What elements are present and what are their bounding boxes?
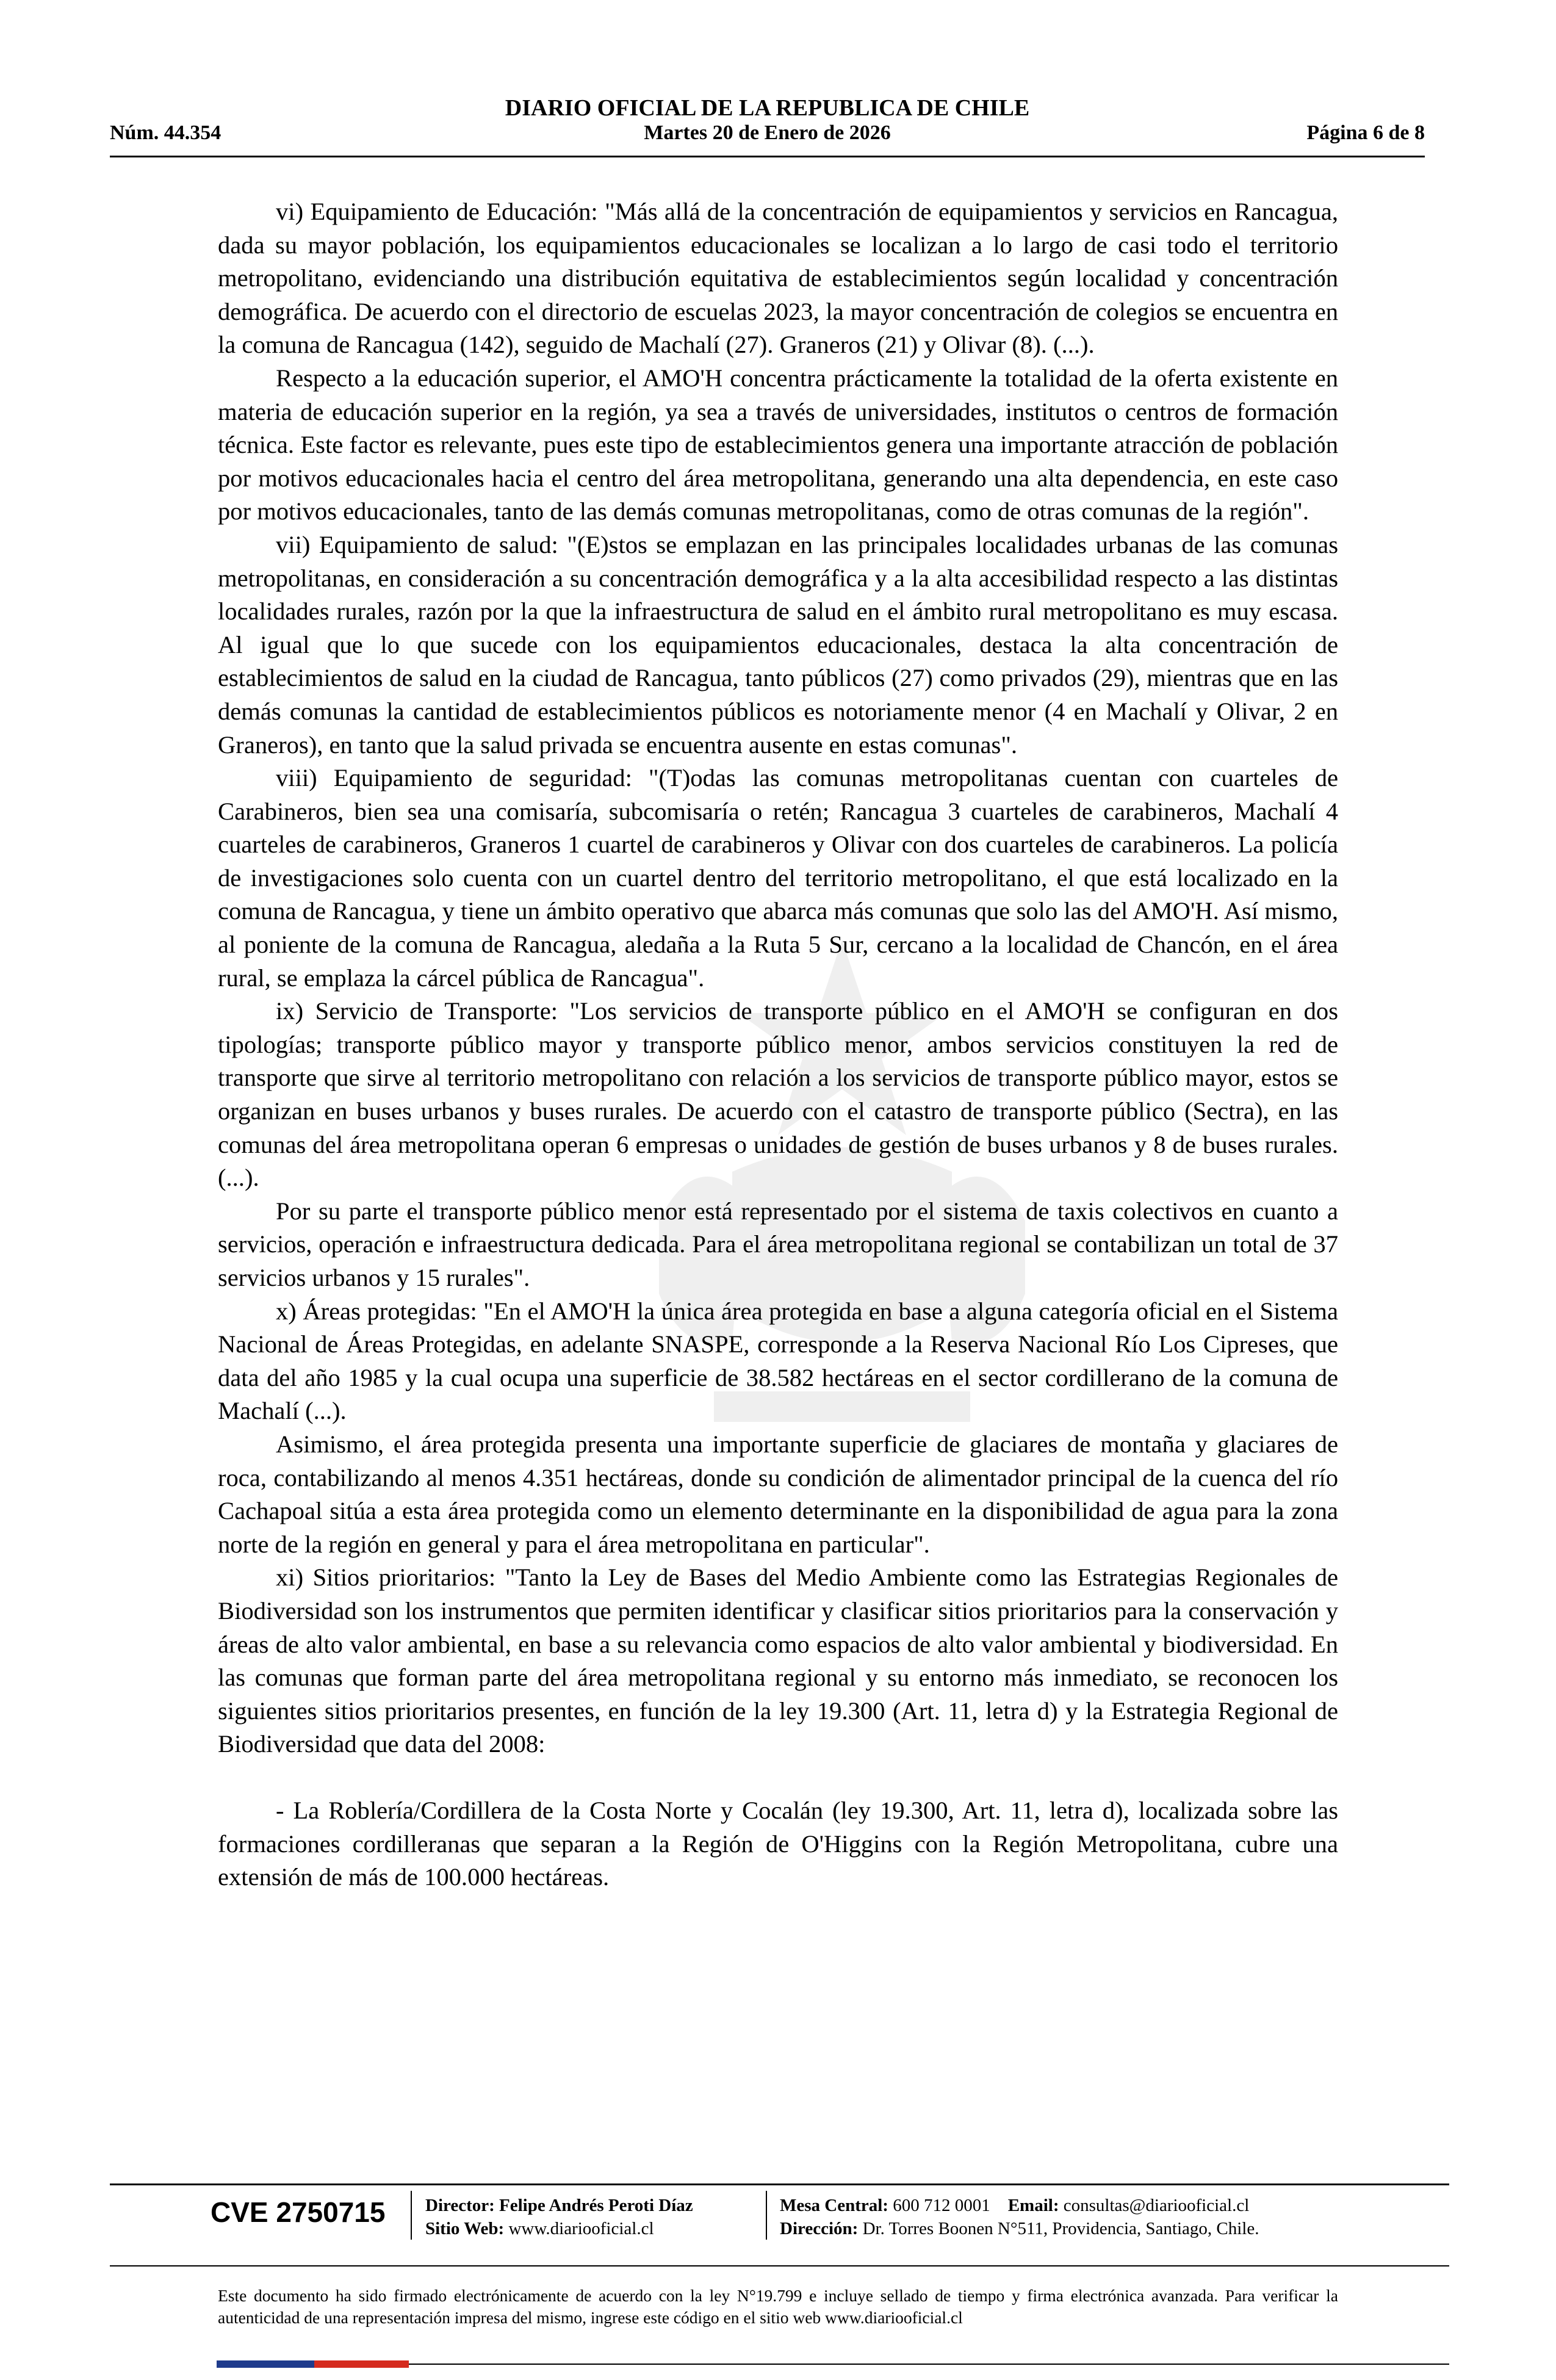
paragraph-higher-education: Respecto a la educación superior, el AMO'H concentra prácticamente la totalidad de la oferta existente en materia de educación superior en la región, ya sea a través de universidades, institutos o centros de formación técnica. Este factor es relevante, pues este tipo de establecimientos genera una importante atracción de población por motivos educacionales hacia el centro del área metropolitana, generando una alta dependencia, en este caso por motivos educacionales, tanto de las demás comunas metropolitanas, como de otras comunas de la región". (218, 364, 1338, 525)
issue-date: Martes 20 de Enero de 2026 (644, 121, 891, 144)
document-body (218, 195, 1338, 1894)
paragraph-priority-sites: xi) Sitios prioritarios: "Tanto la Ley de Bases del Medio Ambiente como las Estrategias Regionales de Biodiversidad son los instrumentos que permiten identificar y clasificar sitios prioritarios para la conservación y áreas de alto valor ambiental, en base a su relevancia como espacios de alto valor ambiental y biodiversidad. En las comunas que forman parte del área metropolitana regional y su entorno más inmediato, se reconocen los siguientes sitios prioritarios presentes, en función de la ley 19.300 (Art. 11, letra d) y la Estrategia Regional de Biodiversidad que data del 2008: (218, 1563, 1338, 1758)
paragraph-glaciers: Asimismo, el área protegida presenta una importante superficie de glaciares de montaña y glaciares de roca, contabilizando al menos 4.351 hectáreas, donde su condición de alimentador principal de la cuenca del río Cachapoal sitúa a esta área protegida como un elemento determinante en la disponibilidad de agua para la zona norte de la región en general y para el área metropolitana en particular". (218, 1430, 1338, 1558)
footer-divider (411, 2191, 412, 2240)
paragraph-health: vii) Equipamiento de salud: "(E)stos se emplazan en las principales localidades urbanas de las comunas metropolitanas, en consideración a su concentración demográfica y a la alta accesibilidad respecto a las distintas localidades rurales, razón por la que la infraestructura de salud en el ámbito rural metropolitano es muy escasa. Al igual que lo que sucede con los equipamientos educacionales, destaca la alta concentración de establecimientos de salud en la ciudad de Rancagua, tanto públicos (27) como privados (29), mientras que en las demás comunas la cantidad de establecimientos públicos es notoriamente menor (4 en Machalí y Olivar, 2 en Graneros), en tanto que la salud privada se encuentra ausente en estas comunas". (218, 530, 1338, 759)
director-name: Felipe Andrés Peroti Díaz (499, 2196, 693, 2215)
site-link[interactable]: www.diariooficial.cl (508, 2219, 654, 2238)
paragraph-security: viii) Equipamiento de seguridad: "(T)odas las comunas metropolitanas cuentan con cuarteles de Carabineros, bien sea una comisaría, subcomisaría o retén; Rancagua 3 cuarteles de carabineros, Machalí 4 cuarteles de carabineros, Graneros 1 cuartel de carabineros y Olivar con dos cuarteles de carabineros. La policía de investigaciones solo cuenta con un cuartel dentro del territorio metropolitano, el que está localizado en la comuna de Rancagua, y tiene un ámbito operativo que abarca más comunas que solo las del AMO'H. Así mismo, al poniente de la comuna de Rancagua, aledaña a la Ruta 5 Sur, cercano a la localidad de Chancón, en el área rural, se emplaza la cárcel pública de Rancagua". (218, 764, 1338, 992)
paragraph-education: vi) Equipamiento de Educación: "Más allá de la concentración de equipamientos y servicios en Rancagua, dada su mayor población, los equipamientos educacionales se localizan a lo largo de casi todo el territorio metropolitano, evidenciando una distribución equitativa de establecimientos según localidad y concentración demográfica. De acuerdo con el directorio de escuelas 2023, la mayor concentración de colegios se encuentra en la comuna de Rancagua (142), seguido de Machalí (27). Graneros (21) y Olivar (8). (...). (218, 198, 1338, 359)
cve-code: CVE 2750715 (211, 2196, 386, 2228)
footer-top-rule (110, 2183, 1449, 2185)
flag-stripe-red (314, 2360, 409, 2368)
paragraph-protected-areas: x) Áreas protegidas: "En el AMO'H la única área protegida en base a alguna categoría oficial en el Sistema Nacional de Áreas Protegidas, en adelante SNASPE, corresponde a la Reserva Nacional Río Los Cipreses, que data del año 1985 y la cual ocupa una superficie de 38.582 hectáreas en el sector cordillerano de la comuna de Machalí (...). (218, 1297, 1338, 1425)
email-link[interactable]: consultas@diariooficial.cl (1063, 2196, 1250, 2215)
footer-contact-block: Mesa Central: 600 712 0001 Email: consultas@diariooficial.cl Dirección: Dr. Torres Boonen N°511, Providencia, Santiago, Chile. (780, 2196, 1259, 2238)
phone-number: 600 712 0001 (893, 2196, 990, 2215)
footer-bottom-rule (409, 2364, 1449, 2365)
page-header (110, 95, 1425, 157)
paragraph-minor-transport: Por su parte el transporte público menor está representado por el sistema de taxis colectivos en cuanto a servicios, operación e infraestructura dedicada. Para el área metropolitana regional se contabilizan un total de 37 servicios urbanos y 15 rurales". (218, 1197, 1338, 1291)
page-indicator: Página 6 de 8 (1306, 121, 1425, 144)
publication-title: DIARIO OFICIAL DE LA REPUBLICA DE CHILE (505, 95, 1030, 121)
paragraph-robleria: - La Roblería/Cordillera de la Costa Norte y Cocalán (ley 19.300, Art. 11, letra d), localizada sobre las formaciones cordilleranas que separan a la Región de O'Higgins con la Región Metropolitana, cubre una extensión de más de 100.000 hectáreas. (218, 1796, 1338, 1891)
paragraph-transport: ix) Servicio de Transporte: "Los servicios de transporte público en el AMO'H se configuran en dos tipologías; transporte público mayor y transporte público menor, ambos servicios constituyen la red de transporte que sirve al territorio metropolitano con relación a los servicios de transporte público mayor, estos se organizan en buses urbanos y buses rurales. De acuerdo con el catastro de transporte público (Sectra), en las comunas del área metropolitana operan 6 empresas o unidades de gestión de buses urbanos y 8 de buses rurales. (...). (218, 997, 1338, 1192)
footer-mid-rule (110, 2265, 1449, 2266)
address: Dr. Torres Boonen N°511, Providencia, Santiago, Chile. (862, 2219, 1259, 2238)
flag-stripe-blue (217, 2360, 314, 2368)
issue-number: Núm. 44.354 (110, 121, 222, 144)
legal-notice: Este documento ha sido firmado electrónicamente de acuerdo con la ley N°19.799 e incluye sellado de tiempo y firma electrónica avanzada. Para verificar la autenticidad de una representación impresa del mismo, ingrese este código en el sitio web www.diariooficial.cl (218, 2286, 1338, 2327)
footer-director-block: Director: Felipe Andrés Peroti Díaz Sitio Web: www.diariooficial.cl (425, 2196, 693, 2238)
footer-divider (766, 2191, 767, 2240)
